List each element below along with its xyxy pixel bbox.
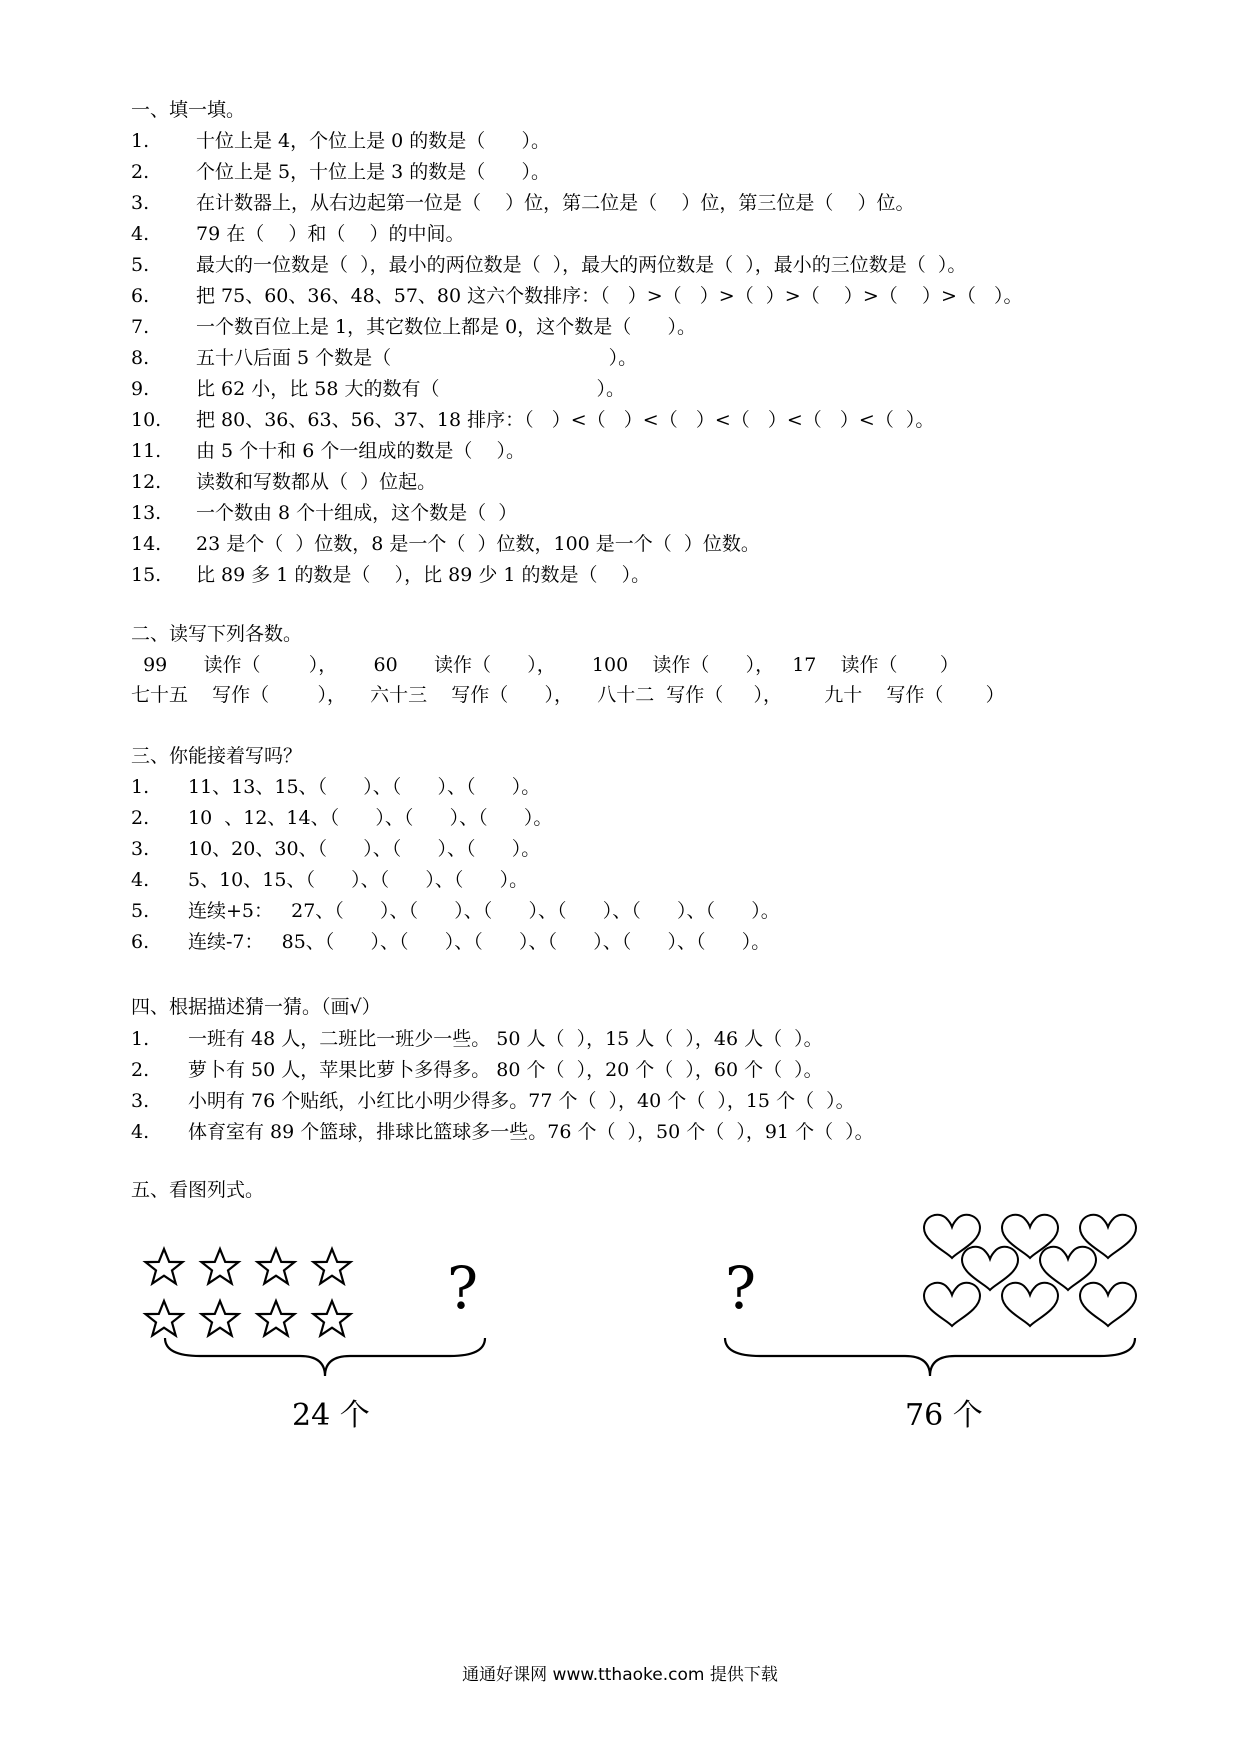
item-number: 10.: [131, 409, 162, 431]
right-question-mark: ?: [725, 1254, 757, 1322]
section-5-heading: 五、看图列式。: [131, 1179, 265, 1201]
item-text: 比 89 多 1 的数是（ ），比 89 少 1 的数是（ ）。: [196, 564, 651, 586]
left-total-label: 24 个: [292, 1398, 370, 1433]
section-2-heading: 二、读写下列各数。: [131, 623, 303, 645]
item-text: 一班有 48 人，二班比一班少一些。 50 人（ ），15 人（ ），46 人（ ）。: [188, 1028, 823, 1050]
item-number: 7.: [131, 316, 150, 338]
star-icon: [146, 1301, 183, 1336]
star-icon: [202, 1301, 239, 1336]
star-icon: [146, 1249, 183, 1284]
section-4-heading: 四、根据描述猜一猜。（画√）: [131, 996, 381, 1018]
star-icon: [258, 1249, 295, 1284]
heart-icon: [1080, 1283, 1136, 1326]
item-number: 5.: [131, 900, 150, 922]
item-text: 小明有 76 个贴纸，小红比小明少得多。77 个（ ），40 个（ ），15 个（ ）。: [188, 1090, 855, 1112]
item-text: 个位上是 5，十位上是 3 的数是（ ）。: [196, 161, 551, 183]
right-brace: [720, 1336, 1140, 1386]
item-number: 1.: [131, 1028, 150, 1050]
item-text: 把 80、36、63、56、37、18 排序：（ ）<（ ）<（ ）<（ ）<（ ）<（ ）。: [196, 409, 935, 431]
item-number: 2.: [131, 1059, 150, 1081]
item-text: 连续+5： 27、（ ）、（ ）、（ ）、（ ）、（ ）、（ ）。: [188, 900, 780, 922]
star-icon: [314, 1249, 351, 1284]
star-group: [140, 1240, 360, 1350]
item-text: 5、10、15、（ ）、（ ）、（ ）。: [188, 869, 529, 891]
item-text: 比 62 小，比 58 大的数有（ ）。: [196, 378, 626, 400]
item-text: 一个数百位上是 1，其它数位上都是 0，这个数是（ ）。: [196, 316, 696, 338]
item-text: 10 、12、14、（ ）、（ ）、（ ）。: [188, 807, 553, 829]
heart-icon: [924, 1283, 980, 1326]
star-icon: [202, 1249, 239, 1284]
item-number: 14.: [131, 533, 162, 555]
item-number: 3.: [131, 1090, 150, 1112]
item-text: 在计数器上，从右边起第一位是（ ）位，第二位是（ ）位，第三位是（ ）位。: [196, 192, 915, 214]
item-text: 读数和写数都从（ ）位起。: [196, 471, 437, 493]
right-total-label: 76 个: [905, 1398, 983, 1433]
item-number: 13.: [131, 502, 162, 524]
item-text: 最大的一位数是（ ），最小的两位数是（ ），最大的两位数是（ ），最小的三位数是（ ）。: [196, 254, 967, 276]
item-text: 把 75、60、36、48、57、80 这六个数排序：（ ）>（ ）>（ ）>（ ）>（ ）>（ ）。: [196, 285, 1023, 307]
section-1-heading: 一、填一填。: [131, 99, 246, 121]
item-number: 3.: [131, 192, 150, 214]
item-number: 2.: [131, 807, 150, 829]
write-numbers-row: 七十五 写作（ ）， 六十三 写作（ ）， 八十二 写作（ ）， 九十 写作（ ）: [131, 684, 1005, 706]
item-number: 3.: [131, 838, 150, 860]
item-number: 15.: [131, 564, 162, 586]
section-3-heading: 三、你能接着写吗？: [131, 745, 303, 767]
item-text: 23 是个（ ）位数，8 是一个（ ）位数，100 是一个（ ）位数。: [196, 533, 760, 555]
footer-credit: 通通好课网 www.tthaoke.com 提供下载: [462, 1665, 778, 1685]
item-text: 萝卜有 50 人，苹果比萝卜多得多。 80 个（ ），20 个（ ），60 个（ ）。: [188, 1059, 823, 1081]
item-number: 9.: [131, 378, 150, 400]
item-number: 2.: [131, 161, 150, 183]
item-number: 4.: [131, 869, 150, 891]
item-text: 十位上是 4，个位上是 0 的数是（ ）。: [196, 130, 551, 152]
heart-icon: [1002, 1283, 1058, 1326]
item-number: 6.: [131, 285, 150, 307]
item-number: 12.: [131, 471, 162, 493]
item-text: 连续-7： 85、（ ）、（ ）、（ ）、（ ）、（ ）、（ ）。: [188, 931, 771, 953]
item-number: 11.: [131, 440, 162, 462]
item-number: 8.: [131, 347, 150, 369]
item-text: 11、13、15、（ ）、（ ）、（ ）。: [188, 776, 541, 798]
star-icon: [314, 1301, 351, 1336]
item-text: 一个数由 8 个十组成，这个数是（ ）: [196, 502, 518, 524]
item-number: 1.: [131, 130, 150, 152]
item-number: 5.: [131, 254, 150, 276]
item-text: 五十八后面 5 个数是（ ）。: [196, 347, 638, 369]
star-icon: [258, 1301, 295, 1336]
item-number: 6.: [131, 931, 150, 953]
item-text: 10、20、30、（ ）、（ ）、（ ）。: [188, 838, 541, 860]
item-number: 4.: [131, 1121, 150, 1143]
item-text: 79 在（ ）和（ ）的中间。: [196, 223, 465, 245]
item-text: 由 5 个十和 6 个一组成的数是（ ）。: [196, 440, 525, 462]
item-number: 4.: [131, 223, 150, 245]
heart-group: [920, 1210, 1140, 1340]
left-question-mark: ?: [447, 1254, 479, 1322]
left-brace: [160, 1336, 490, 1386]
read-numbers-row: 99 读作（ ）， 60 读作（ ）， 100 读作（ ）， 17 读作（ ）: [131, 654, 959, 676]
item-number: 1.: [131, 776, 150, 798]
item-text: 体育室有 89 个篮球，排球比篮球多一些。76 个（ ），50 个（ ），91 个（ ）。: [188, 1121, 874, 1143]
